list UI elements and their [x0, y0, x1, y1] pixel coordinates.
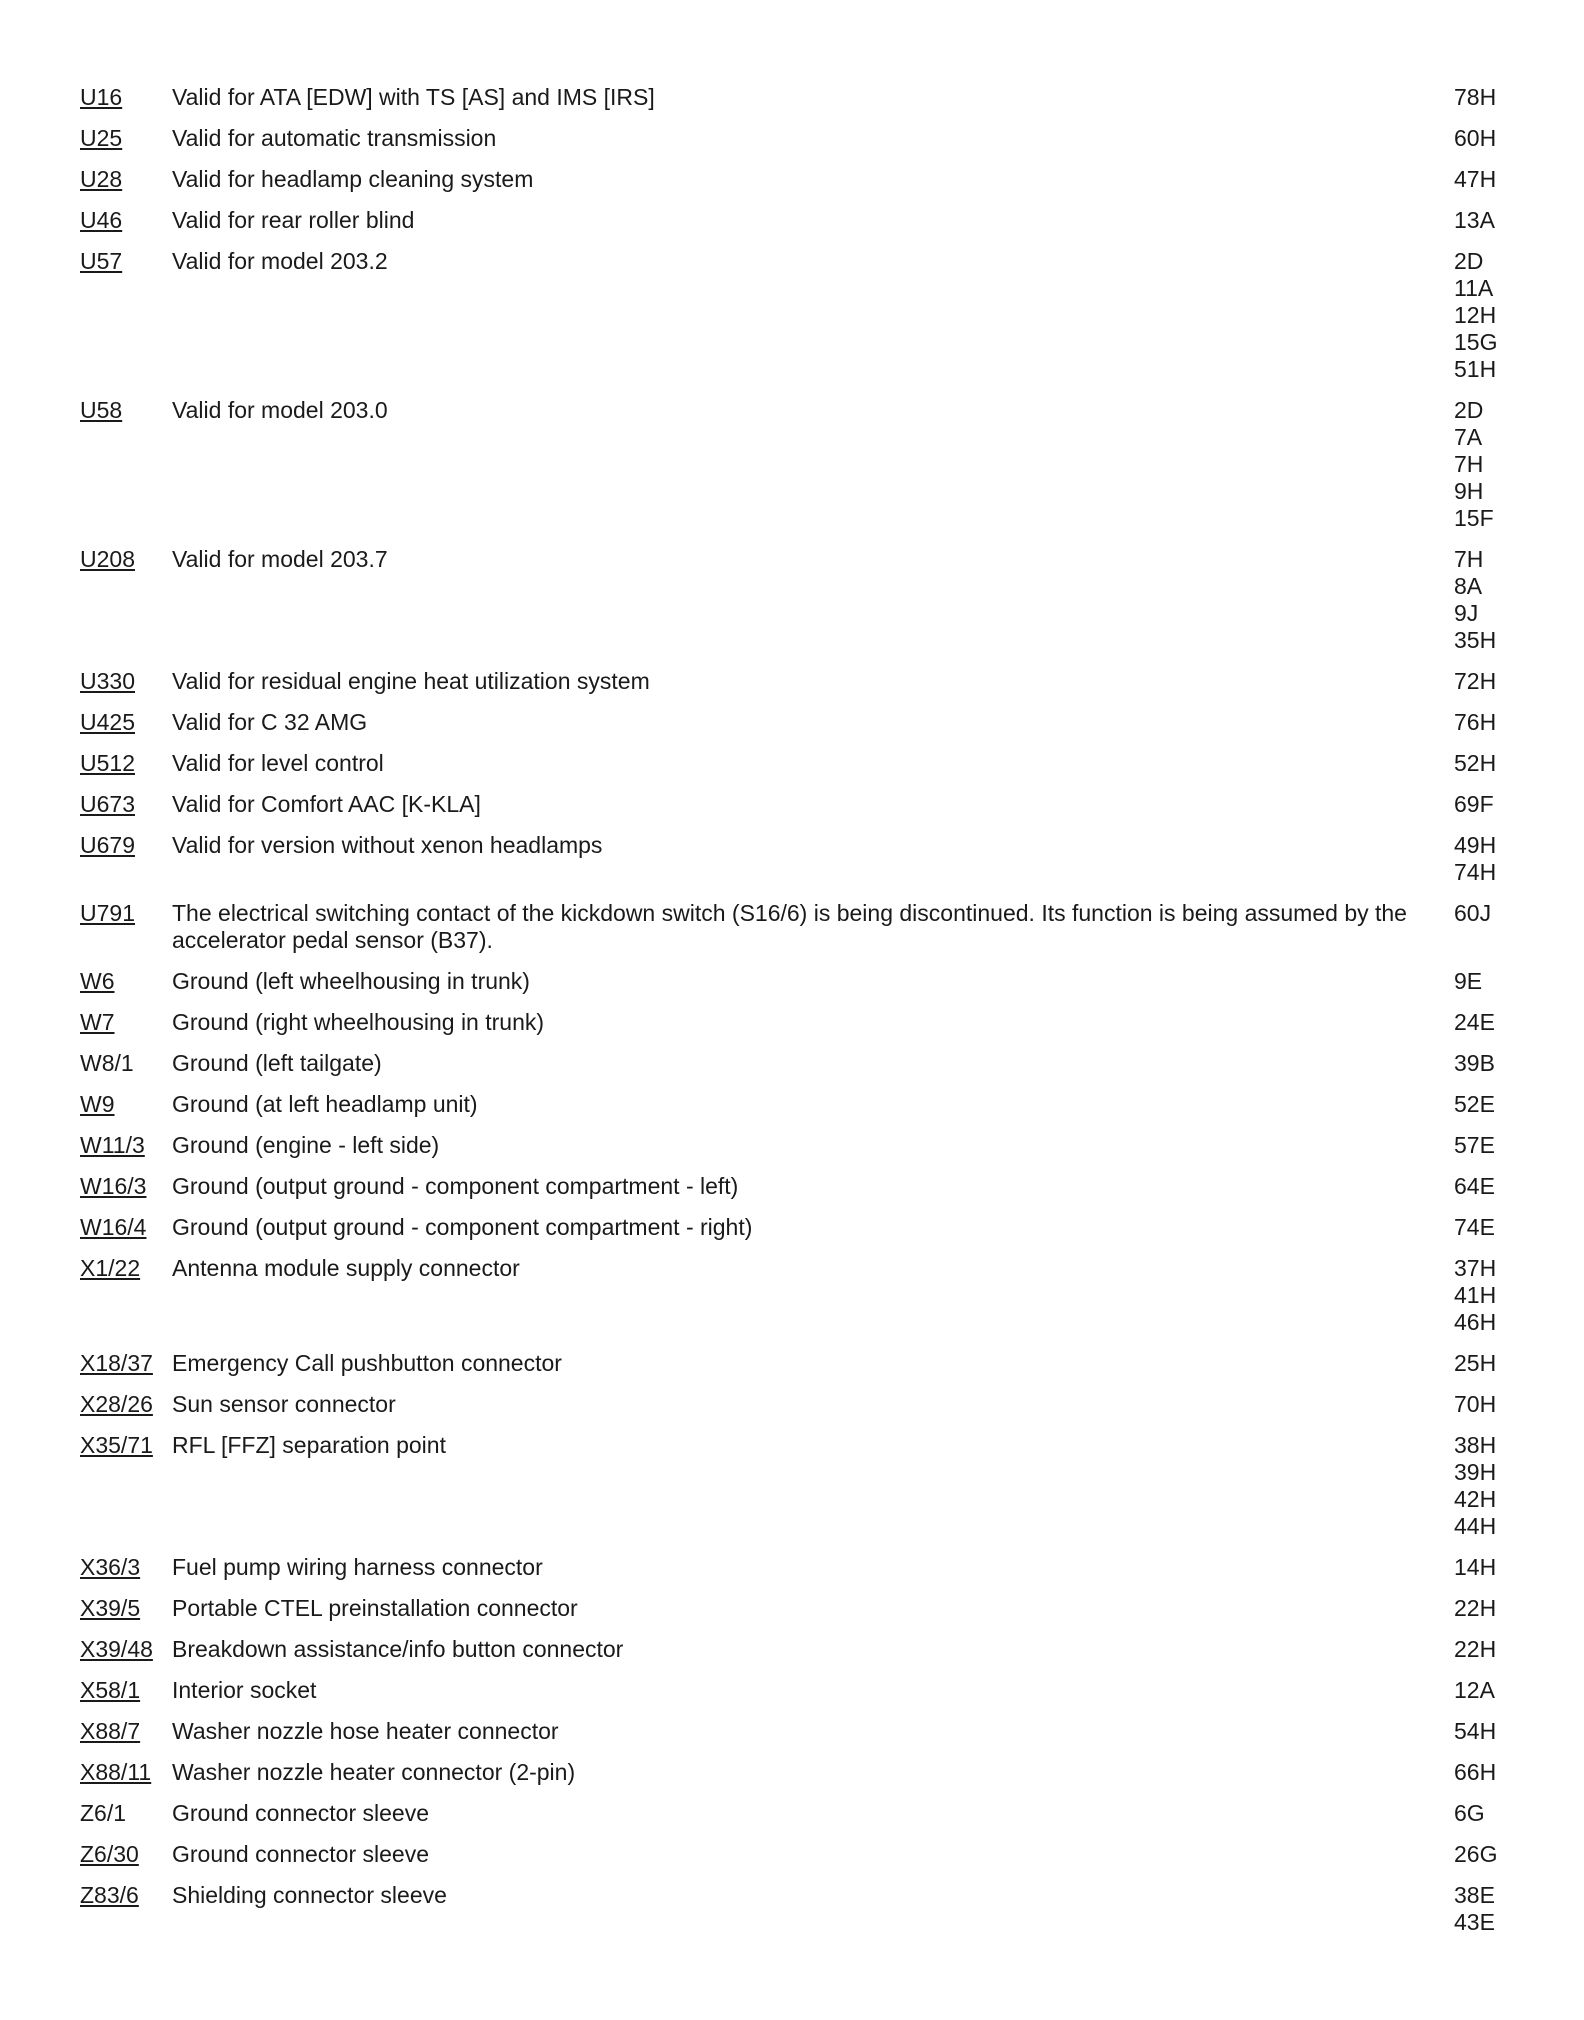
grid-reference: 42H [1454, 1486, 1497, 1512]
grid-reference: 37H [1454, 1255, 1497, 1281]
grid-references [1454, 207, 1514, 234]
component-description: Ground (right wheelhousing in trunk) [172, 1009, 545, 1035]
component-description: Ground connector sleeve [172, 1800, 429, 1826]
legend-row [80, 546, 1514, 654]
grid-reference: 9J [1454, 600, 1479, 626]
component-description: Ground (at left headlamp unit) [172, 1091, 478, 1117]
grid-reference: 15F [1454, 505, 1494, 531]
component-code-link[interactable]: X88/7 [80, 1718, 141, 1744]
legend-row [80, 709, 1514, 736]
component-code-link[interactable]: Z6/30 [80, 1841, 139, 1867]
component-description: Valid for residual engine heat utilization system [172, 668, 650, 694]
grid-reference: 70H [1454, 1391, 1497, 1417]
grid-reference: 14H [1454, 1554, 1497, 1580]
grid-reference: 13A [1454, 207, 1495, 233]
component-description: Fuel pump wiring harness connector [172, 1554, 543, 1580]
grid-references [1454, 1882, 1514, 1936]
grid-references [1454, 668, 1514, 695]
grid-reference: 7A [1454, 424, 1483, 450]
component-description: Valid for level control [172, 750, 384, 776]
component-description: Ground (output ground - component compartment - left) [172, 1173, 739, 1199]
legend-row [80, 1173, 1514, 1200]
component-description: Breakdown assistance/info button connector [172, 1636, 624, 1662]
legend-row [80, 125, 1514, 152]
component-code-link[interactable]: U673 [80, 791, 135, 817]
component-code-link[interactable]: X39/5 [80, 1595, 141, 1621]
component-description: Ground (engine - left side) [172, 1132, 440, 1158]
grid-references [1454, 1554, 1514, 1581]
component-code-link[interactable]: Z83/6 [80, 1882, 139, 1908]
grid-references [1454, 166, 1514, 193]
grid-references [1454, 1009, 1514, 1036]
grid-reference: 35H [1454, 627, 1497, 653]
component-code-link[interactable]: X1/22 [80, 1255, 141, 1281]
grid-references [1454, 1677, 1514, 1704]
component-code-link[interactable]: U425 [80, 709, 135, 735]
grid-reference: 49H [1454, 832, 1497, 858]
component-description: Valid for ATA [EDW] with TS [AS] and IMS [IRS] [172, 84, 655, 110]
component-description: Valid for model 203.2 [172, 248, 388, 274]
grid-reference: 25H [1454, 1350, 1497, 1376]
grid-reference: 2D [1454, 397, 1484, 423]
grid-references [1454, 397, 1514, 532]
grid-reference: 57E [1454, 1132, 1495, 1158]
grid-reference: 39H [1454, 1459, 1497, 1485]
grid-reference: 11A [1454, 275, 1494, 301]
component-description: Washer nozzle heater connector (2-pin) [172, 1759, 576, 1785]
grid-reference: 38H [1454, 1432, 1497, 1458]
grid-references [1454, 1214, 1514, 1241]
grid-reference: 24E [1454, 1009, 1495, 1035]
component-description: Valid for model 203.7 [172, 546, 388, 572]
grid-references [1454, 1132, 1514, 1159]
legend-row [80, 1759, 1514, 1786]
legend-row [80, 968, 1514, 995]
grid-reference: 8A [1454, 573, 1483, 599]
component-code-link[interactable]: U46 [80, 207, 123, 233]
component-description: Valid for automatic transmission [172, 125, 497, 151]
component-code-link[interactable]: W6 [80, 968, 115, 994]
component-description: Valid for headlamp cleaning system [172, 166, 534, 192]
grid-reference: 22H [1454, 1636, 1497, 1662]
component-code-link[interactable]: U58 [80, 397, 123, 423]
legend-row [80, 1255, 1514, 1336]
component-description: Washer nozzle hose heater connector [172, 1718, 559, 1744]
grid-references [1454, 248, 1514, 383]
grid-reference: 2D [1454, 248, 1484, 274]
grid-reference: 64E [1454, 1173, 1495, 1199]
grid-reference: 44H [1454, 1513, 1497, 1539]
legend-row [80, 900, 1514, 954]
grid-reference: 38E [1454, 1882, 1495, 1908]
grid-reference: 41H [1454, 1282, 1497, 1308]
component-description: Ground (output ground - component compartment - right) [172, 1214, 753, 1240]
grid-reference: 60H [1454, 125, 1497, 151]
grid-reference: 15G [1454, 329, 1498, 355]
component-code-link[interactable]: W9 [80, 1091, 115, 1117]
component-code-link[interactable]: W7 [80, 1009, 115, 1035]
legend-row [80, 1214, 1514, 1241]
component-code-link[interactable]: U208 [80, 546, 135, 572]
legend-row [80, 166, 1514, 193]
grid-references [1454, 900, 1514, 927]
grid-references [1454, 1350, 1514, 1377]
grid-references [1454, 1391, 1514, 1418]
grid-reference: 66H [1454, 1759, 1497, 1785]
component-description: The electrical switching contact of the kickdown switch (S16/6) is being discontinued. Its function is being assumed by the accelerator pedal sensor (B37). [172, 900, 1407, 953]
component-code-link[interactable]: W16/4 [80, 1214, 147, 1240]
component-code-link[interactable]: X35/71 [80, 1432, 153, 1458]
component-code-link[interactable]: U57 [80, 248, 123, 274]
grid-references [1454, 1800, 1514, 1827]
component-description: Portable CTEL preinstallation connector [172, 1595, 578, 1621]
legend-row [80, 1391, 1514, 1418]
legend-row [80, 1636, 1514, 1663]
grid-references [1454, 1718, 1514, 1745]
grid-reference: 12H [1454, 302, 1497, 328]
legend-row [80, 1718, 1514, 1745]
component-code-link[interactable]: U25 [80, 125, 123, 151]
component-description: Interior socket [172, 1677, 317, 1703]
component-code-link[interactable]: X88/11 [80, 1759, 152, 1785]
grid-reference: 47H [1454, 166, 1497, 192]
component-code-link[interactable]: X18/37 [80, 1350, 153, 1376]
legend-row [80, 1350, 1514, 1377]
grid-references [1454, 1173, 1514, 1200]
grid-reference: 69F [1454, 791, 1494, 817]
legend-row [80, 397, 1514, 532]
component-description: Sun sensor connector [172, 1391, 396, 1417]
grid-references [1454, 709, 1514, 736]
grid-references [1454, 84, 1514, 111]
component-code-link[interactable]: U28 [80, 166, 123, 192]
legend-row [80, 1009, 1514, 1036]
component-description: Ground (left wheelhousing in trunk) [172, 968, 530, 994]
legend-row [80, 791, 1514, 818]
legend-row [80, 1882, 1514, 1936]
grid-reference: 51H [1454, 356, 1497, 382]
grid-reference: 9E [1454, 968, 1483, 994]
legend-row [80, 1050, 1514, 1077]
component-code-link[interactable]: X39/48 [80, 1636, 153, 1662]
legend-row [80, 1432, 1514, 1540]
grid-reference: 43E [1454, 1909, 1495, 1935]
component-code-link[interactable]: U512 [80, 750, 135, 776]
grid-references [1454, 1595, 1514, 1622]
grid-references [1454, 1636, 1514, 1663]
grid-reference: 9H [1454, 478, 1484, 504]
legend-row [80, 1554, 1514, 1581]
grid-references [1454, 1432, 1514, 1540]
component-code-link[interactable]: W11/3 [80, 1132, 145, 1158]
grid-references [1454, 1050, 1514, 1077]
grid-references [1454, 791, 1514, 818]
component-description: Valid for Comfort AAC [K-KLA] [172, 791, 481, 817]
component-code-link[interactable]: U791 [80, 900, 135, 926]
grid-references [1454, 1255, 1514, 1336]
grid-reference: 12A [1454, 1677, 1495, 1703]
grid-references [1454, 832, 1514, 886]
grid-reference: 6G [1454, 1800, 1485, 1826]
grid-reference: 52H [1454, 750, 1497, 776]
component-code-link[interactable]: X58/1 [80, 1677, 141, 1703]
grid-reference: 7H [1454, 546, 1484, 572]
grid-references [1454, 750, 1514, 777]
grid-reference: 78H [1454, 84, 1497, 110]
component-code: W8/1 [80, 1050, 134, 1076]
legend-row [80, 1132, 1514, 1159]
legend-row [80, 1677, 1514, 1704]
grid-reference: 54H [1454, 1718, 1497, 1744]
grid-references [1454, 546, 1514, 654]
grid-reference: 7H [1454, 451, 1484, 477]
grid-references [1454, 125, 1514, 152]
grid-reference: 74E [1454, 1214, 1495, 1240]
component-description: RFL [FFZ] separation point [172, 1432, 446, 1458]
grid-references [1454, 968, 1514, 995]
legend-row [80, 248, 1514, 383]
grid-reference: 60J [1454, 900, 1492, 926]
component-description: Ground connector sleeve [172, 1841, 429, 1867]
grid-references [1454, 1091, 1514, 1118]
grid-references [1454, 1841, 1514, 1868]
component-description: Shielding connector sleeve [172, 1882, 447, 1908]
component-code-link[interactable]: W16/3 [80, 1173, 147, 1199]
grid-reference: 26G [1454, 1841, 1498, 1867]
grid-reference: 39B [1454, 1050, 1495, 1076]
legend-row [80, 1841, 1514, 1868]
component-description: Valid for rear roller blind [172, 207, 415, 233]
legend-row [80, 1091, 1514, 1118]
legend-row [80, 832, 1514, 886]
component-description: Ground (left tailgate) [172, 1050, 382, 1076]
legend-row [80, 1595, 1514, 1622]
legend-row [80, 84, 1514, 111]
component-code-link[interactable]: X28/26 [80, 1391, 153, 1417]
component-code-link[interactable]: U679 [80, 832, 135, 858]
component-description: Emergency Call pushbutton connector [172, 1350, 562, 1376]
component-code-link[interactable]: U330 [80, 668, 135, 694]
component-code-link[interactable]: U16 [80, 84, 123, 110]
component-code-link[interactable]: X36/3 [80, 1554, 141, 1580]
component-legend-list [80, 84, 1514, 1950]
component-code: Z6/1 [80, 1800, 127, 1826]
component-description: Valid for version without xenon headlamps [172, 832, 603, 858]
grid-reference: 46H [1454, 1309, 1497, 1335]
grid-reference: 74H [1454, 859, 1497, 885]
grid-reference: 22H [1454, 1595, 1497, 1621]
grid-reference: 72H [1454, 668, 1497, 694]
component-description: Valid for model 203.0 [172, 397, 388, 423]
grid-reference: 76H [1454, 709, 1497, 735]
grid-reference: 52E [1454, 1091, 1495, 1117]
legend-row [80, 668, 1514, 695]
component-description: Valid for C 32 AMG [172, 709, 368, 735]
component-description: Antenna module supply connector [172, 1255, 520, 1281]
legend-row [80, 207, 1514, 234]
legend-row [80, 1800, 1514, 1827]
legend-row [80, 750, 1514, 777]
grid-references [1454, 1759, 1514, 1786]
